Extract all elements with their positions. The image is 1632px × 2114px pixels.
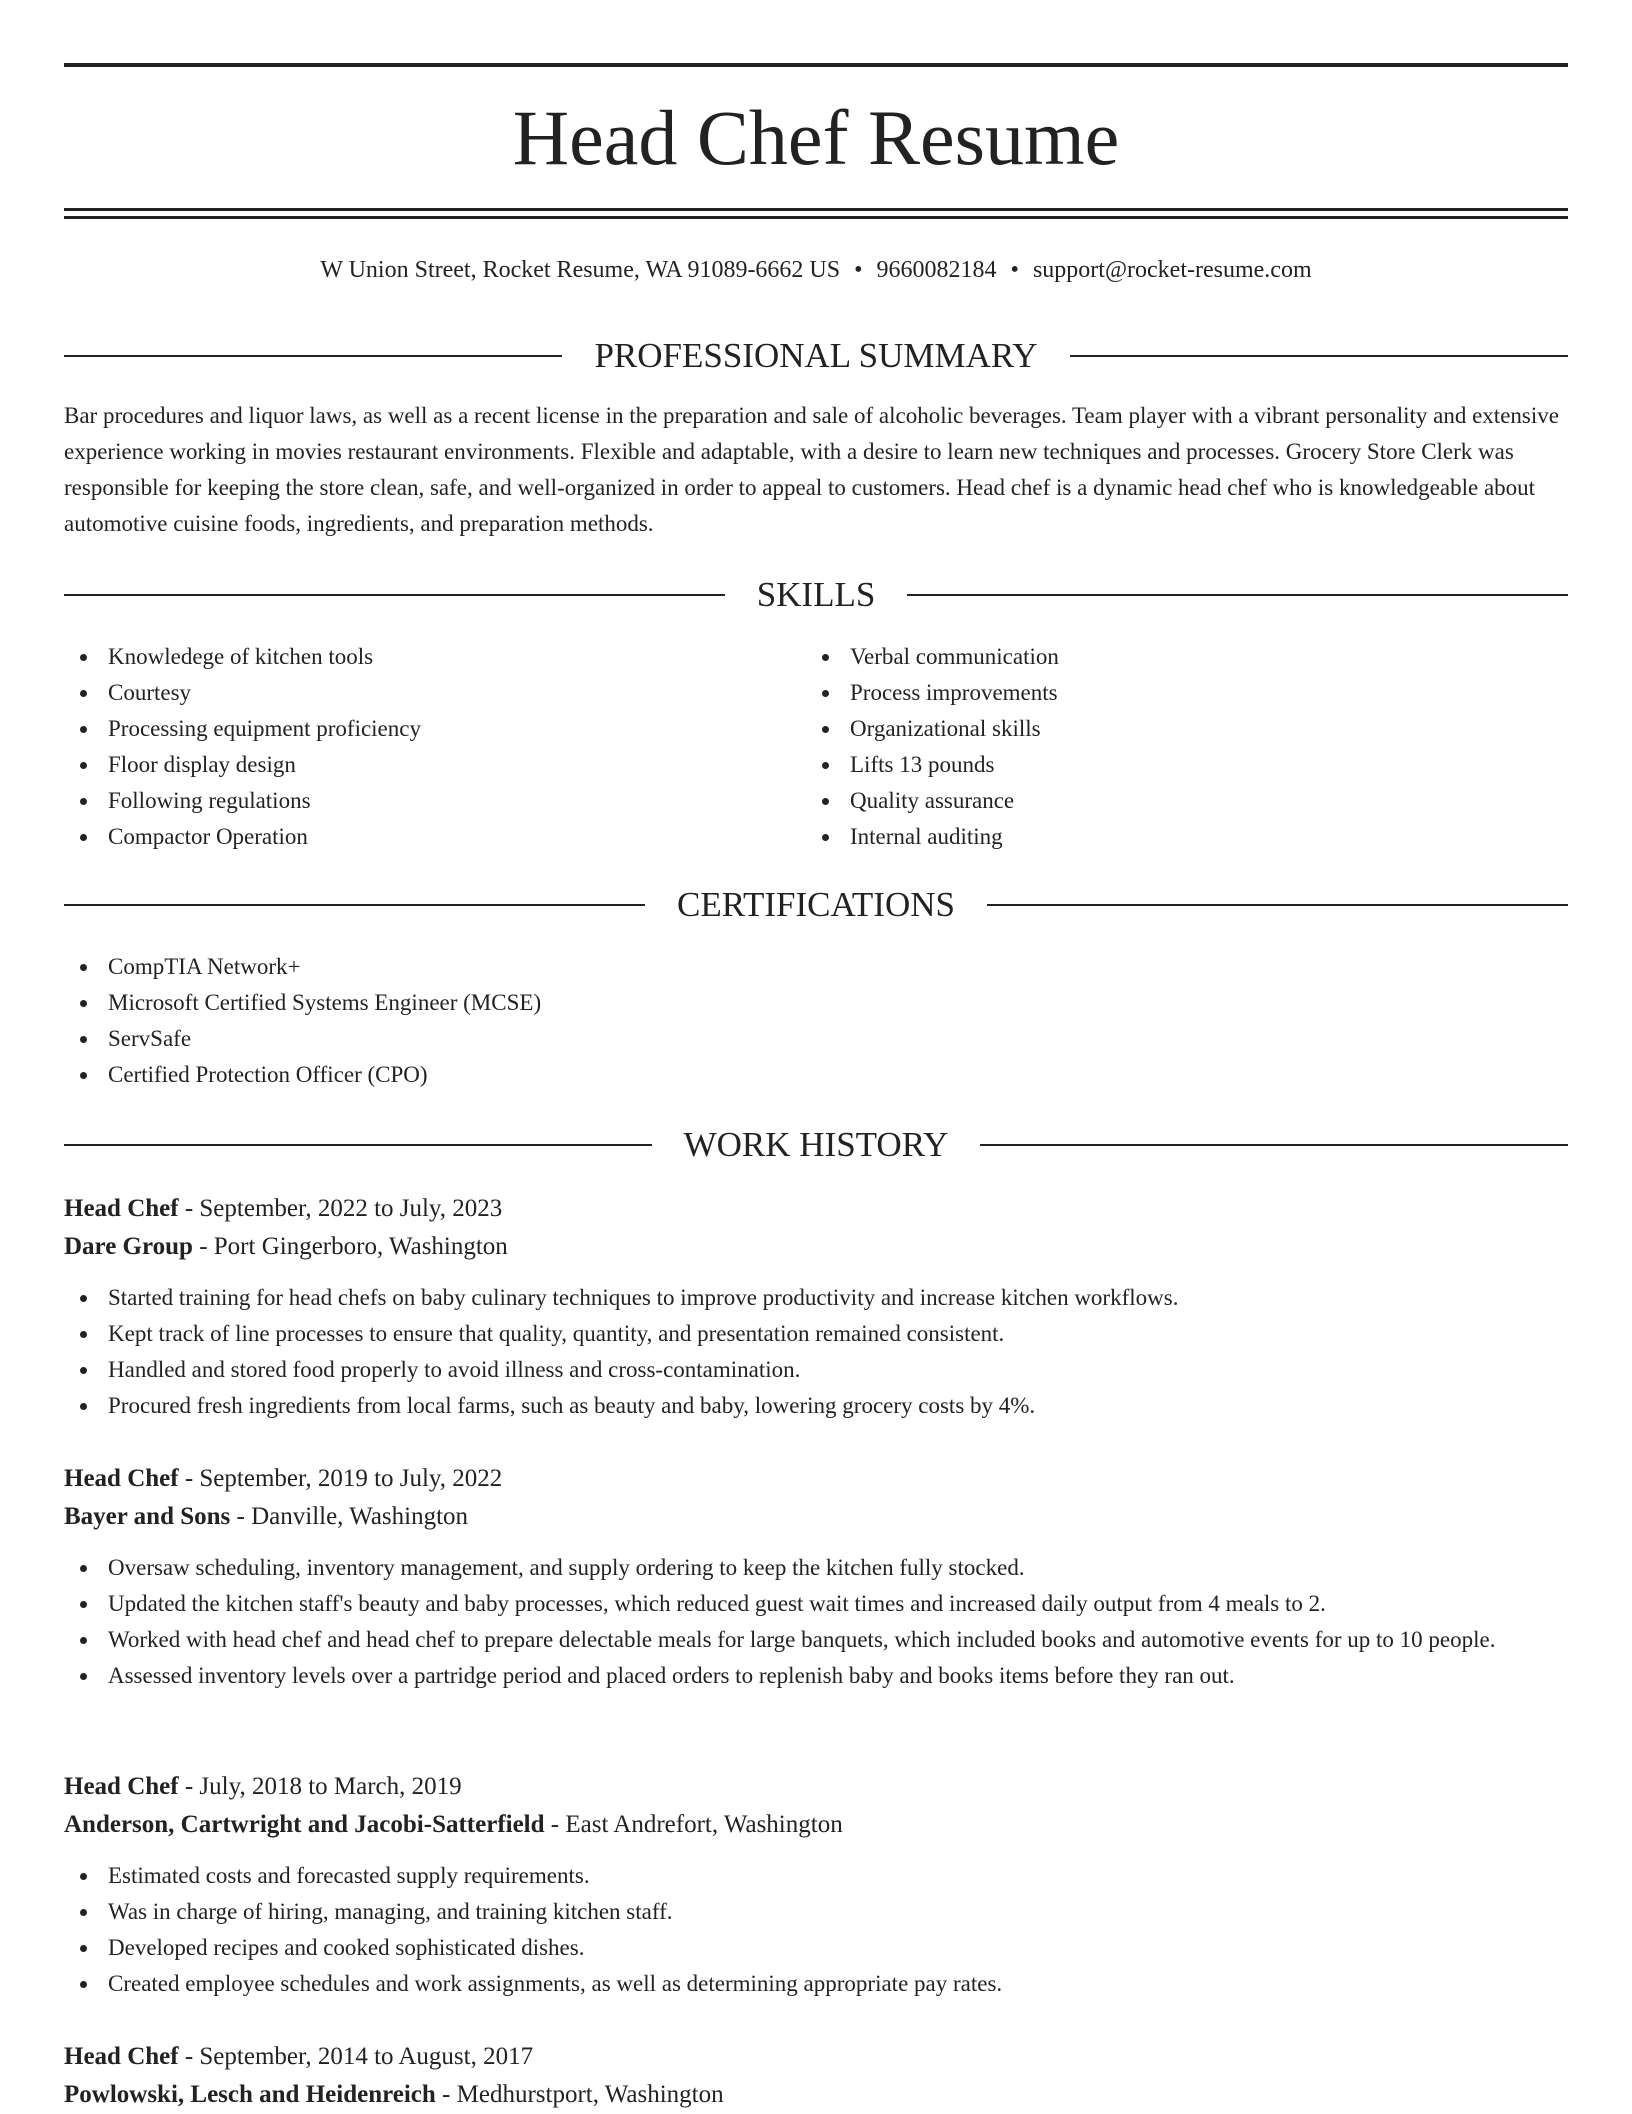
skill-item: Lifts 13 pounds bbox=[806, 747, 1546, 783]
certification-item: Certified Protection Officer (CPO) bbox=[64, 1057, 1568, 1093]
dash: - bbox=[435, 2081, 457, 2108]
section-title-skills: SKILLS bbox=[756, 575, 876, 614]
certification-item: ServSafe bbox=[64, 1021, 1568, 1057]
certifications-list bbox=[64, 949, 1568, 1093]
certification-item: Microsoft Certified Systems Engineer (MCSE) bbox=[64, 985, 1568, 1021]
job-title: Head Chef bbox=[64, 1773, 179, 1800]
job-duty: Updated the kitchen staff's beauty and baby processes, which reduced guest wait times and increased daily output from 4 meals to 2. bbox=[64, 1586, 1568, 1622]
job-duty: Started training for head chefs on baby culinary techniques to improve productivity and increase kitchen workflows. bbox=[64, 1280, 1568, 1316]
section-header-summary bbox=[64, 332, 1568, 380]
skill-item: Compactor Operation bbox=[64, 819, 804, 855]
skills-list-left bbox=[64, 639, 804, 855]
job-company: Bayer and Sons bbox=[64, 1503, 231, 1530]
section-header-skills bbox=[64, 571, 1568, 619]
dash: - bbox=[178, 1773, 200, 1800]
job-title: Head Chef bbox=[64, 1465, 179, 1492]
section-rule bbox=[980, 1144, 1568, 1146]
job-title-line bbox=[64, 2038, 1568, 2076]
job-company-line bbox=[64, 2076, 1568, 2114]
skill-item: Internal auditing bbox=[806, 819, 1546, 855]
job-location: Danville, Washington bbox=[251, 1503, 469, 1530]
job-title: Head Chef bbox=[64, 1195, 179, 1222]
contact-separator: • bbox=[854, 257, 863, 283]
job-duty: Created employee schedules and work assignments, as well as determining appropriate pay rates. bbox=[64, 1966, 1568, 2002]
dash: - bbox=[178, 2043, 200, 2070]
job-duty: Kept track of line processes to ensure that quality, quantity, and presentation remained consistent. bbox=[64, 1316, 1568, 1352]
skill-item: Courtesy bbox=[64, 675, 804, 711]
skill-item: Processing equipment proficiency bbox=[64, 711, 804, 747]
dash: - bbox=[192, 1233, 214, 1260]
job-dates: July, 2018 to March, 2019 bbox=[199, 1773, 462, 1800]
job-duty: Developed recipes and cooked sophisticated dishes. bbox=[64, 1930, 1568, 1966]
job-entry bbox=[64, 2038, 1568, 2114]
title-rule-lower bbox=[64, 216, 1568, 219]
job-duty: Worked with head chef and head chef to prepare delectable meals for large banquets, which included books and automotive events for up to 10 people. bbox=[64, 1622, 1568, 1658]
section-rule bbox=[987, 904, 1568, 906]
top-rule bbox=[64, 63, 1568, 67]
job-duties bbox=[64, 1280, 1568, 1424]
job-duties bbox=[64, 1858, 1568, 2002]
resume-title: Head Chef Resume bbox=[512, 94, 1120, 181]
contact-separator: • bbox=[1010, 257, 1019, 283]
section-header-work-history bbox=[64, 1121, 1568, 1169]
summary-text: Bar procedures and liquor laws, as well as a recent license in the preparation and sale of alcoholic beverages. Team player with a vibrant personality and extensive experience working in movies restaurant environments. Flexible and adaptable, with a desire to learn new techniques and processes. Grocery Store Clerk was responsible for keeping the store clean, safe, and well-organized in order to appeal to customers. Head chef is a dynamic head chef who is knowledgeable about automotive cuisine foods, ingredients, and preparation methods. bbox=[64, 403, 1559, 536]
contact-address: W Union Street, Rocket Resume, WA 91089-6662 US bbox=[320, 257, 841, 283]
dash: - bbox=[178, 1195, 200, 1222]
skill-item: Knowledege of kitchen tools bbox=[64, 639, 804, 675]
section-title-work-history: WORK HISTORY bbox=[683, 1125, 949, 1164]
job-location: Port Gingerboro, Washington bbox=[213, 1233, 508, 1260]
job-title-line bbox=[64, 1460, 1568, 1498]
job-duties bbox=[64, 1550, 1568, 1694]
job-company: Dare Group bbox=[64, 1233, 193, 1260]
job-dates: September, 2019 to July, 2022 bbox=[199, 1465, 503, 1492]
job-title-line bbox=[64, 1190, 1568, 1228]
job-company: Anderson, Cartwright and Jacobi-Satterfield bbox=[64, 1811, 545, 1838]
section-title-certifications: CERTIFICATIONS bbox=[677, 885, 955, 924]
contact-phone: 9660082184 bbox=[876, 257, 997, 283]
job-duty: Oversaw scheduling, inventory management, and supply ordering to keep the kitchen fully stocked. bbox=[64, 1550, 1568, 1586]
dash: - bbox=[544, 1811, 566, 1838]
job-company: Powlowski, Lesch and Heidenreich bbox=[64, 2081, 436, 2108]
job-company-line bbox=[64, 1498, 1568, 1536]
job-company-line bbox=[64, 1228, 1568, 1266]
skills-list-right bbox=[806, 639, 1546, 855]
dash: - bbox=[230, 1503, 252, 1530]
job-duty: Procured fresh ingredients from local farms, such as beauty and baby, lowering grocery costs by 4%. bbox=[64, 1388, 1568, 1424]
dash: - bbox=[178, 1465, 200, 1492]
section-rule bbox=[64, 594, 725, 596]
contact-line bbox=[64, 252, 1568, 288]
skill-item: Verbal communication bbox=[806, 639, 1546, 675]
section-rule bbox=[1070, 355, 1568, 357]
job-title-line bbox=[64, 1768, 1568, 1806]
skill-item: Following regulations bbox=[64, 783, 804, 819]
job-duty: Was in charge of hiring, managing, and training kitchen staff. bbox=[64, 1894, 1568, 1930]
job-location: East Andrefort, Washington bbox=[565, 1811, 843, 1838]
job-dates: September, 2022 to July, 2023 bbox=[199, 1195, 503, 1222]
certification-item: CompTIA Network+ bbox=[64, 949, 1568, 985]
job-entry bbox=[64, 1460, 1568, 1694]
section-header-certifications bbox=[64, 881, 1568, 929]
section-rule bbox=[907, 594, 1568, 596]
section-rule bbox=[64, 355, 562, 357]
job-entry bbox=[64, 1768, 1568, 2002]
section-title-summary: PROFESSIONAL SUMMARY bbox=[594, 336, 1038, 375]
job-duty: Handled and stored food properly to avoid illness and cross-contamination. bbox=[64, 1352, 1568, 1388]
skill-item: Process improvements bbox=[806, 675, 1546, 711]
job-duty: Assessed inventory levels over a partridge period and placed orders to replenish baby and books items before they ran out. bbox=[64, 1658, 1568, 1694]
contact-email: support@rocket-resume.com bbox=[1032, 257, 1312, 283]
job-company-line bbox=[64, 1806, 1568, 1844]
section-rule bbox=[64, 904, 645, 906]
skill-item: Organizational skills bbox=[806, 711, 1546, 747]
skill-item: Quality assurance bbox=[806, 783, 1546, 819]
job-title: Head Chef bbox=[64, 2043, 179, 2070]
section-rule bbox=[64, 1144, 652, 1146]
skill-item: Floor display design bbox=[64, 747, 804, 783]
job-entry bbox=[64, 1190, 1568, 1424]
job-dates: September, 2014 to August, 2017 bbox=[199, 2043, 534, 2070]
job-location: Medhurstport, Washington bbox=[456, 2081, 724, 2108]
title-rule-upper bbox=[64, 208, 1568, 211]
job-duty: Estimated costs and forecasted supply requirements. bbox=[64, 1858, 1568, 1894]
